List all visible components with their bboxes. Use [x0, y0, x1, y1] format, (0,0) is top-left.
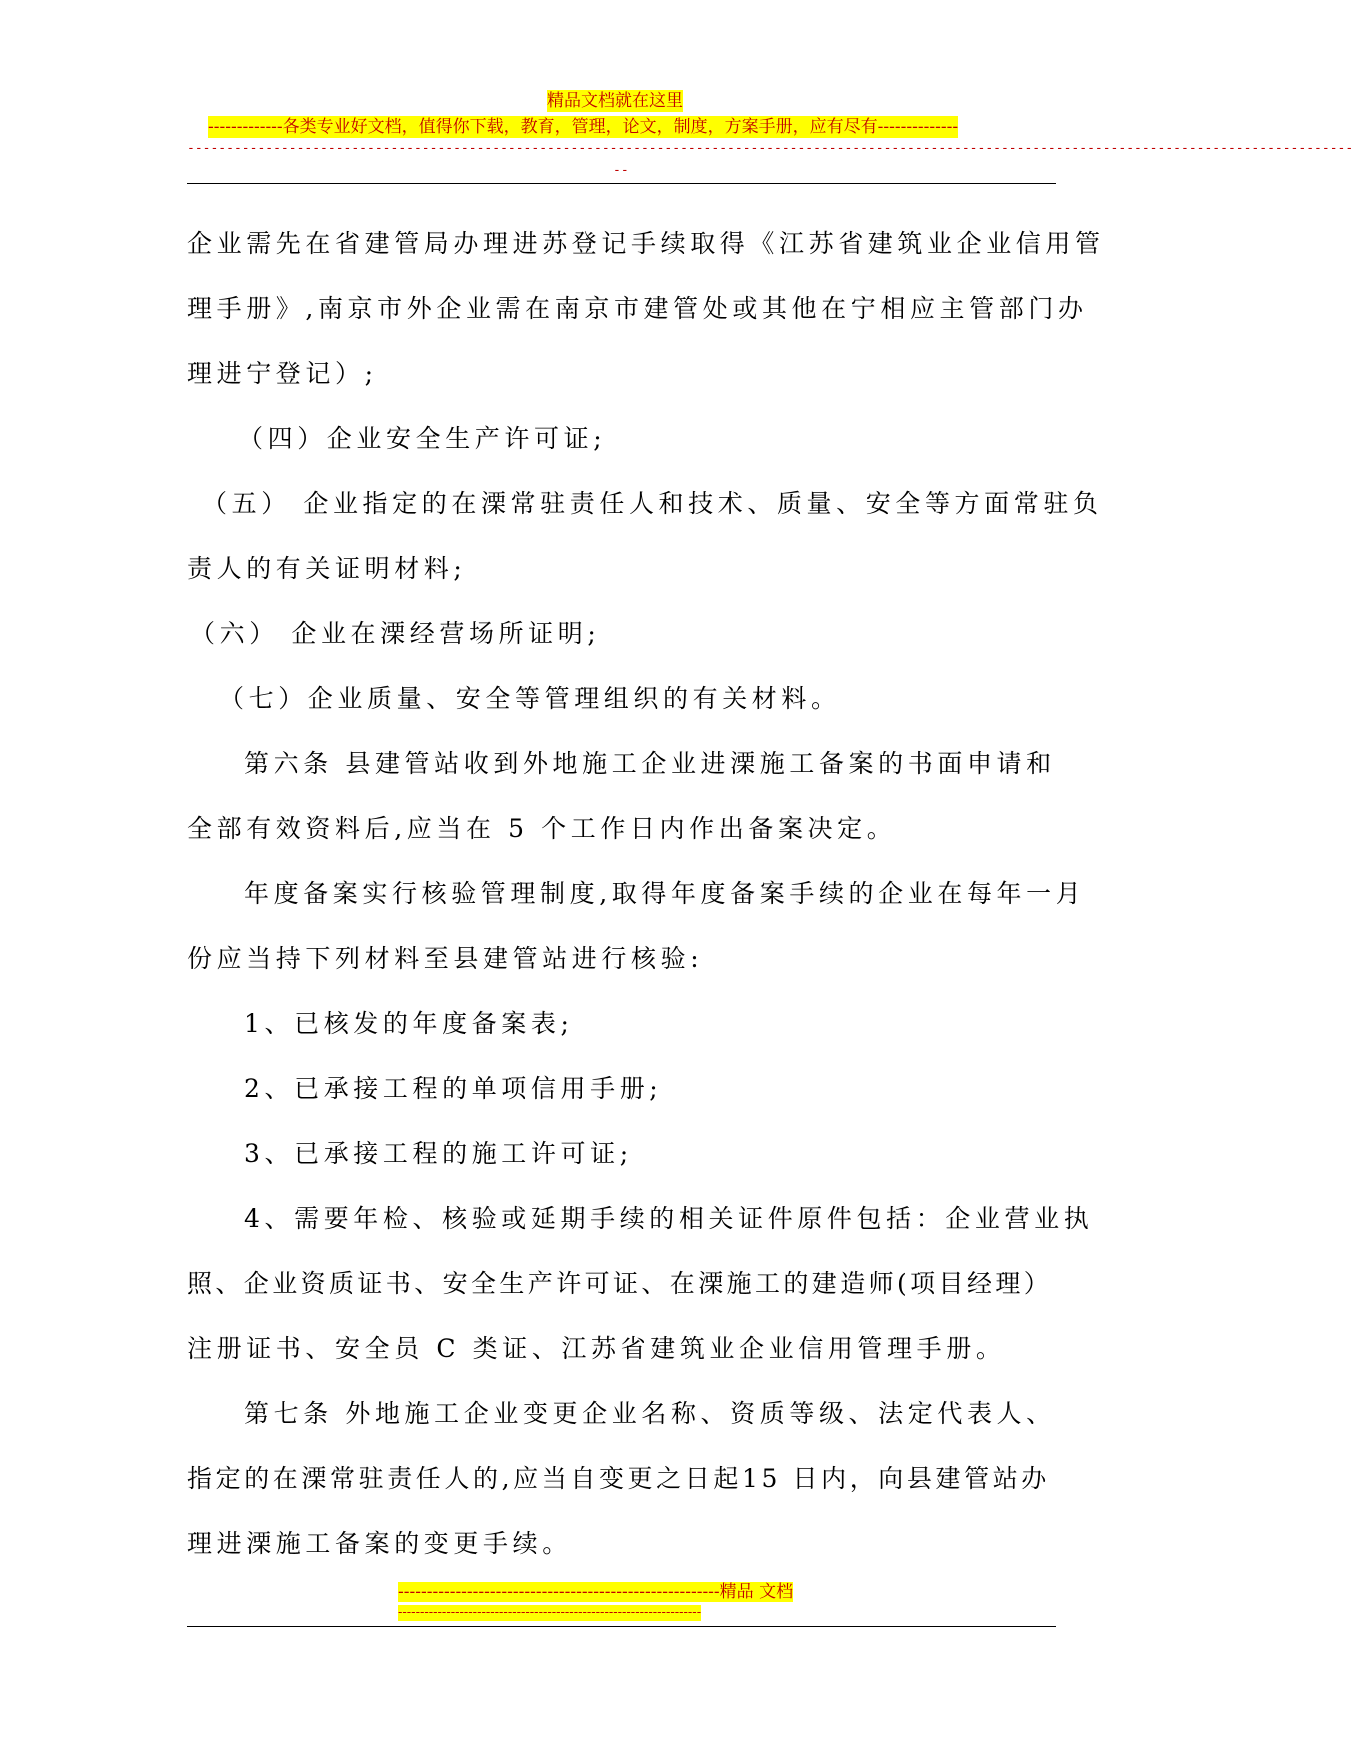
- body-line-7: （六） 企业在溧经营场所证明;: [190, 619, 601, 648]
- body-line-18: 注册证书、安全员 C 类证、江苏省建筑业企业信用管理手册。: [187, 1334, 1006, 1363]
- body-line-1: 企业需先在省建管局办理进苏登记手续取得《江苏省建筑业企业信用管: [187, 229, 1105, 258]
- header-dash-line: -----------------------------------------------------------------------------------------------------------------------------------------------------: [187, 141, 1353, 156]
- body-line-19: 第七条 外地施工企业变更企业名称、资质等级、法定代表人、: [244, 1399, 1056, 1428]
- header-title: 精品文档就在这里: [547, 91, 683, 111]
- body-line-8: （七）企业质量、安全等管理组织的有关材料。: [219, 684, 841, 713]
- body-line-9: 第六条 县建管站收到外地施工企业进溧施工备案的书面申请和: [244, 749, 1056, 778]
- body-line-10: 全部有效资料后,应当在 5 个工作日内作出备案决定。: [187, 814, 897, 843]
- body-line-2: 理手册》,南京市外企业需在南京市建管处或其他在宁相应主管部门办: [187, 294, 1088, 323]
- body-line-14: 2、已承接工程的单项信用手册;: [244, 1074, 663, 1103]
- body-line-21: 理进溧施工备案的变更手续。: [187, 1529, 572, 1558]
- body-line-13: 1、已核发的年度备案表;: [244, 1009, 574, 1038]
- body-line-4: （四）企业安全生产许可证;: [238, 424, 607, 453]
- body-line-11: 年度备案实行核验管理制度,取得年度备案手续的企业在每年一月: [244, 879, 1086, 908]
- body-line-5: （五） 企业指定的在溧常驻责任人和技术、质量、安全等方面常驻负: [202, 489, 1103, 518]
- body-line-20: 指定的在溧常驻责任人的,应当自变更之日起15 日内，向县建管站办: [187, 1464, 1050, 1493]
- body-line-3: 理进宁登记）;: [187, 359, 378, 388]
- footer-line-1: --------------------------------------------------------精品 文档: [398, 1582, 794, 1602]
- body-line-15: 3、已承接工程的施工许可证;: [244, 1139, 633, 1168]
- body-line-6: 责人的有关证明材料;: [187, 554, 467, 583]
- body-line-16: 4、需要年检、核验或延期手续的相关证件原件包括：企业营业执: [244, 1204, 1094, 1233]
- body-line-17: 照、企业资质证书、安全生产许可证、在溧施工的建造师(项目经理）: [187, 1269, 1053, 1298]
- header-dash-tail: --: [613, 163, 629, 178]
- header-rule: [187, 183, 1056, 184]
- footer-line-2: ---------------------------------------------------------------------: [398, 1605, 702, 1620]
- footer-rule: [187, 1626, 1056, 1627]
- header-slogan: -------------各类专业好文档，值得你下载，教育，管理，论文，制度，方案手册，应有尽有--------------: [208, 117, 959, 137]
- body-line-12: 份应当持下列材料至县建管站进行核验:: [187, 944, 704, 973]
